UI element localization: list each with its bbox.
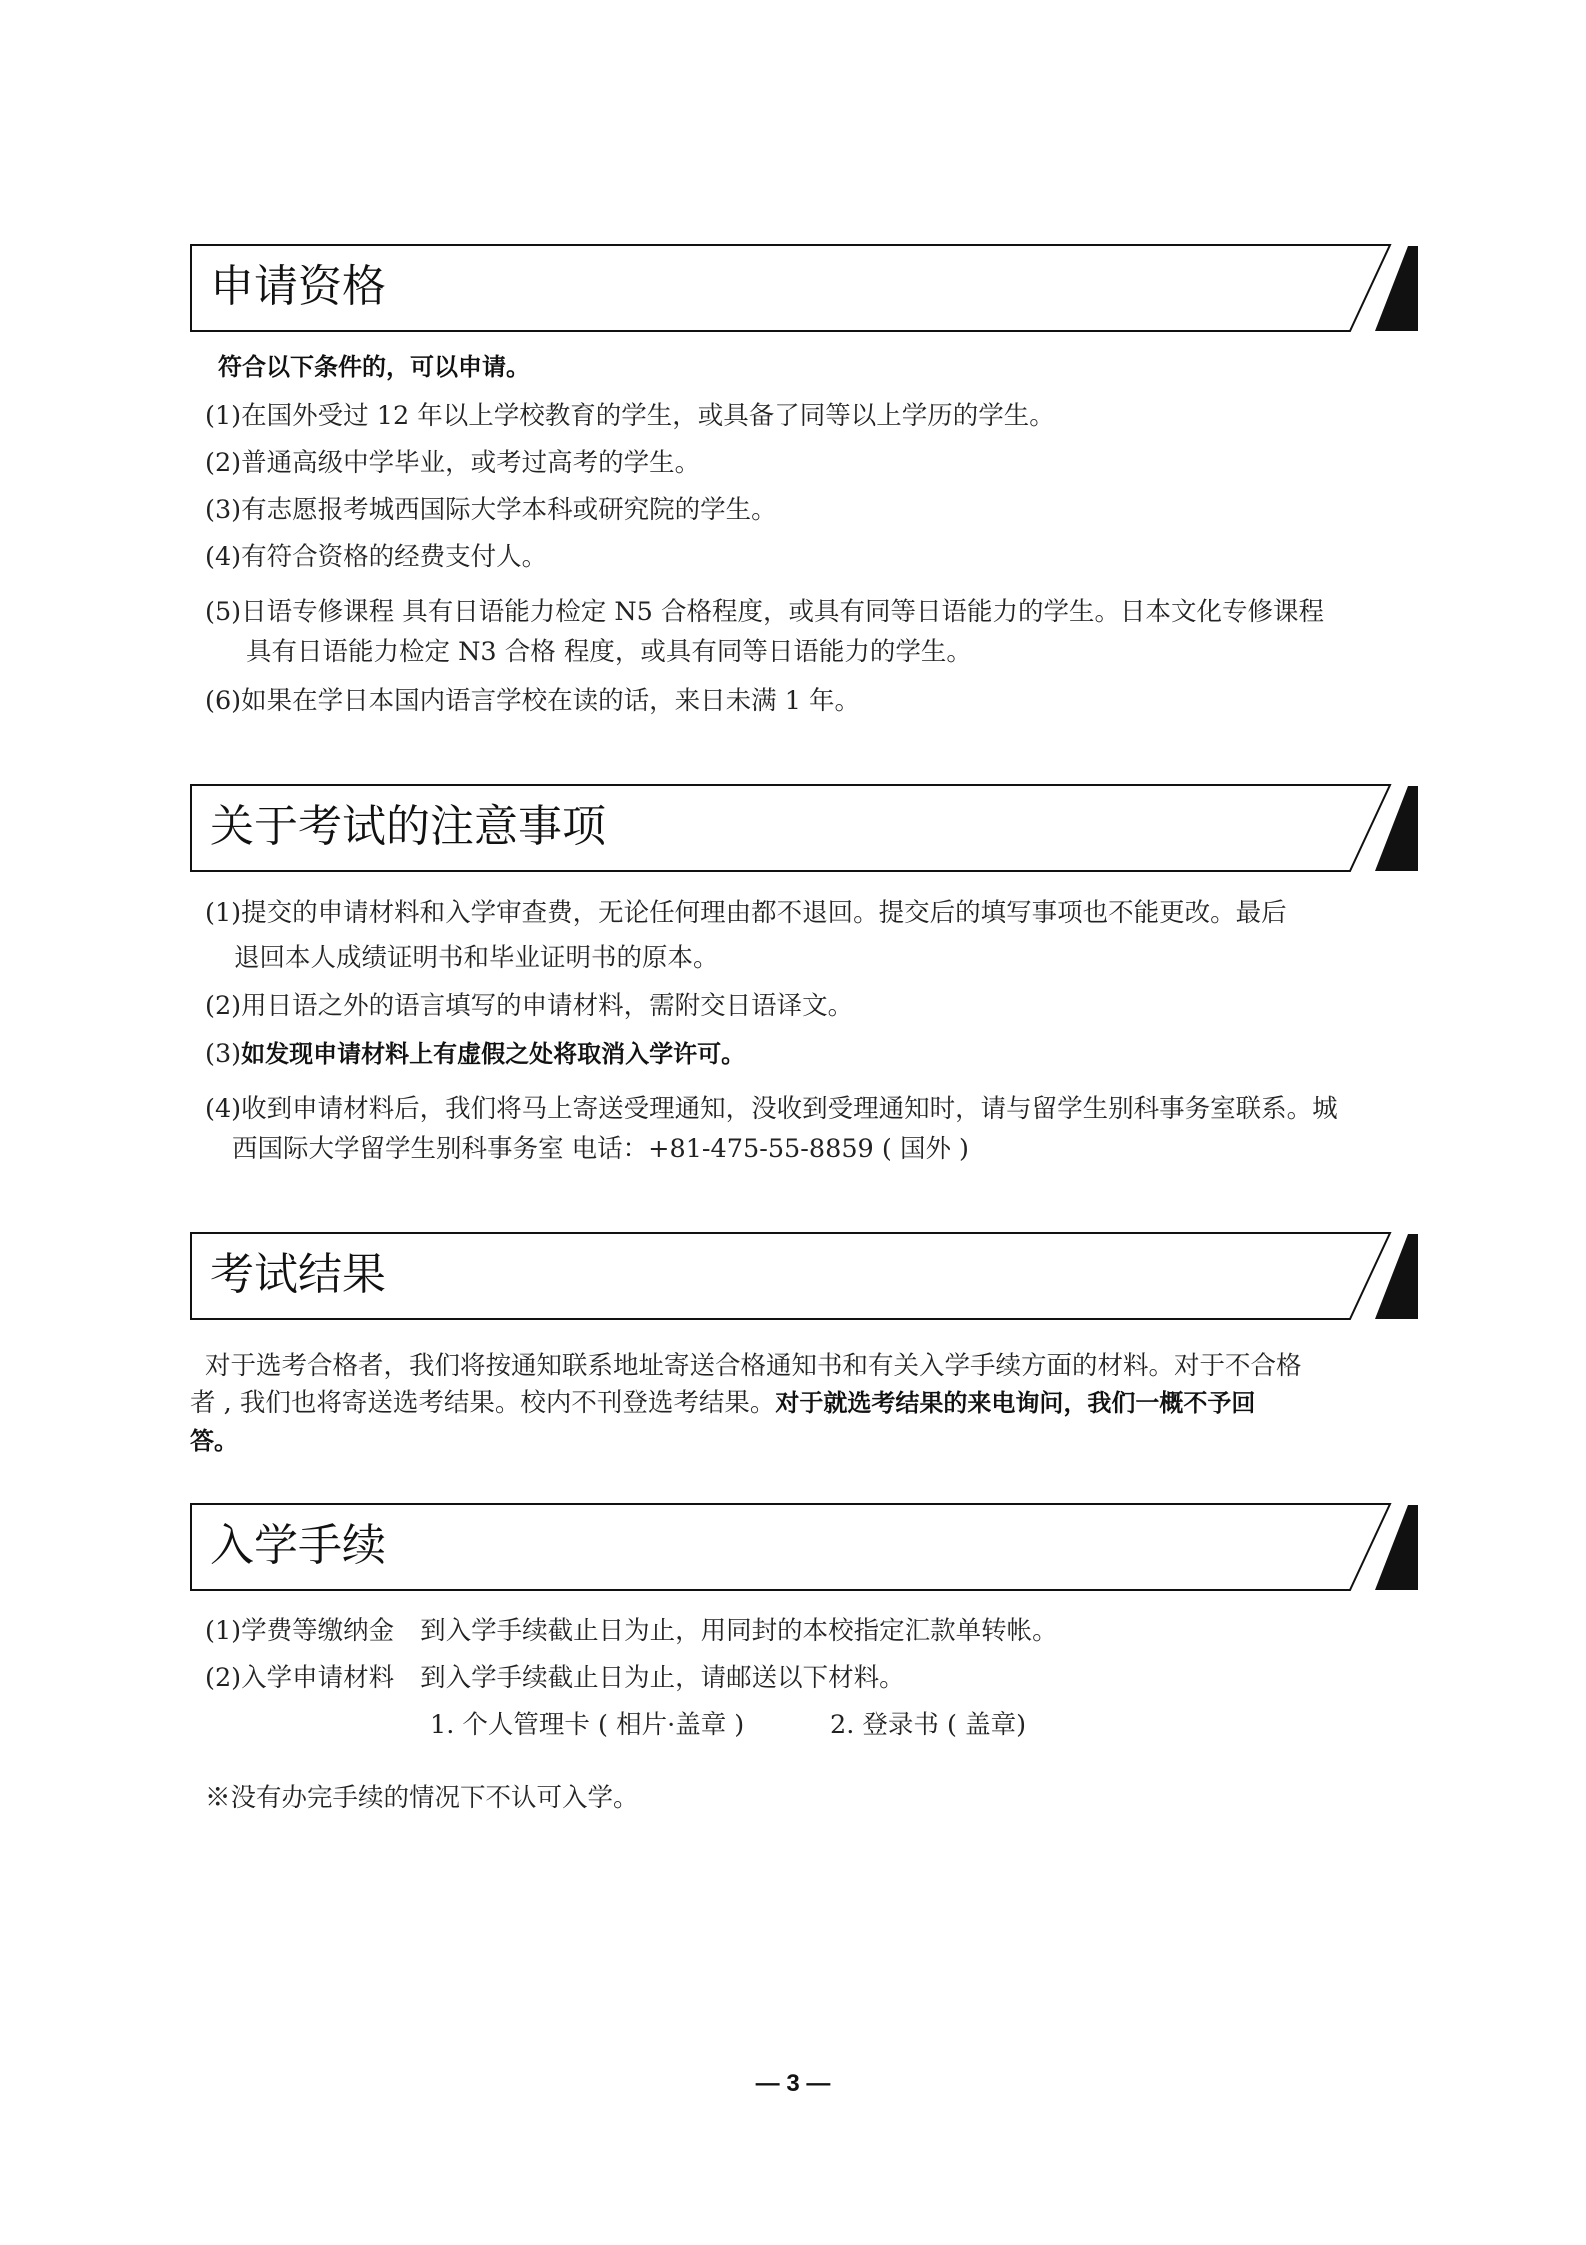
list-item xyxy=(205,988,1405,1024)
item-text: 普通高级中学毕业，或考过高考的学生。 xyxy=(241,448,701,478)
item-number: (1) xyxy=(205,898,242,928)
section-header-results xyxy=(190,1232,1420,1320)
item-number: (2) xyxy=(205,1663,242,1693)
results-text-emphasis: 对于就选考结果的来电询问，我们一概不予回 xyxy=(775,1389,1256,1417)
item-number: (3) xyxy=(205,1039,242,1069)
list-item xyxy=(205,1091,1405,1127)
item-text: 如果在学日本国内语言学校在读的话，来日未满 1 年。 xyxy=(241,686,861,716)
item-text: 到入学手续截止日为止，用同封的本校指定汇款单转帐。 xyxy=(420,1616,1058,1646)
enrollment-note: ※没有办完手续的情况下不认可入学。 xyxy=(205,1783,639,1813)
list-item xyxy=(205,492,1405,528)
enrollment-doc: 1. 个人管理卡 ( 相片·盖章 ) xyxy=(430,1710,745,1740)
list-item xyxy=(205,1036,1405,1072)
list-item-continuation: 退回本人成绩证明书和毕业证明书的原本。 xyxy=(234,943,719,973)
item-text-emphasis: 如发现申请材料上有虚假之处将取消入学许可。 xyxy=(241,1040,746,1068)
item-label: 学费等缴纳金 xyxy=(241,1616,395,1646)
item-number: (2) xyxy=(205,991,242,1021)
list-item xyxy=(205,445,1405,481)
eligibility-intro: 符合以下条件的，可以申请。 xyxy=(218,353,530,381)
item-text: 到入学手续截止日为止，请邮送以下材料。 xyxy=(420,1663,905,1693)
item-text: 在国外受过 12 年以上学校教育的学生，或具备了同等以上学历的学生。 xyxy=(241,401,1055,431)
item-number: (4) xyxy=(205,1094,242,1124)
list-item xyxy=(205,398,1405,434)
item-number: (1) xyxy=(205,401,242,431)
section-title: 入学手续 xyxy=(210,1520,386,1571)
results-text: 者 , 我们也将寄送选考结果。校内不刊登选考结果。 xyxy=(190,1388,776,1418)
item-label: 入学申请材料 xyxy=(241,1663,395,1693)
list-item xyxy=(205,683,1405,719)
item-number: (1) xyxy=(205,1616,242,1646)
item-number: (5) xyxy=(205,597,242,627)
item-text: 收到申请材料后，我们将马上寄送受理通知，没收到受理通知时，请与留学生别科事务室联系。城 xyxy=(241,1094,1338,1124)
item-text: 用日语之外的语言填写的申请材料，需附交日语译文。 xyxy=(241,991,854,1021)
item-text: 提交的申请材料和入学审查费，无论任何理由都不退回。提交后的填写事项也不能更改。最后 xyxy=(241,898,1287,928)
list-item-continuation: 具有日语能力检定 N3 合格 程度，或具有同等日语能力的学生。 xyxy=(246,637,972,667)
results-paragraph-line xyxy=(190,1385,1390,1421)
list-item xyxy=(205,594,1405,630)
item-number: (3) xyxy=(205,495,242,525)
enrollment-doc: 2. 登录书 ( 盖章) xyxy=(830,1710,1027,1740)
item-text: 日语专修课程 具有日语能力检定 N5 合格程度，或具有同等日语能力的学生。日本文化专修课程 xyxy=(241,597,1324,627)
item-text: 有志愿报考城西国际大学本科或研究院的学生。 xyxy=(241,495,777,525)
list-item xyxy=(205,895,1405,931)
list-item-continuation: 西国际大学留学生别科事务室 电话：+81-475-55-8859 ( 国外 ) xyxy=(232,1134,969,1164)
section-title: 关于考试的注意事项 xyxy=(210,801,606,852)
section-title: 考试结果 xyxy=(210,1249,386,1300)
section-header-eligibility xyxy=(190,244,1420,332)
page-number: — 3 — xyxy=(755,2070,831,2097)
item-number: (6) xyxy=(205,686,242,716)
list-item xyxy=(205,539,1405,575)
results-paragraph-line: 对于选考合格者，我们将按通知联系地址寄送合格通知书和有关入学手续方面的材料。对于不合格 xyxy=(205,1351,1302,1381)
list-item xyxy=(205,1613,1405,1649)
list-item xyxy=(205,1660,1405,1696)
item-number: (2) xyxy=(205,448,242,478)
item-number: (4) xyxy=(205,542,242,572)
results-text-emphasis: 答。 xyxy=(190,1427,238,1455)
section-header-exam-notes xyxy=(190,784,1420,872)
section-header-enrollment xyxy=(190,1503,1420,1591)
section-title: 申请资格 xyxy=(210,261,386,312)
item-text: 有符合资格的经费支付人。 xyxy=(241,542,548,572)
